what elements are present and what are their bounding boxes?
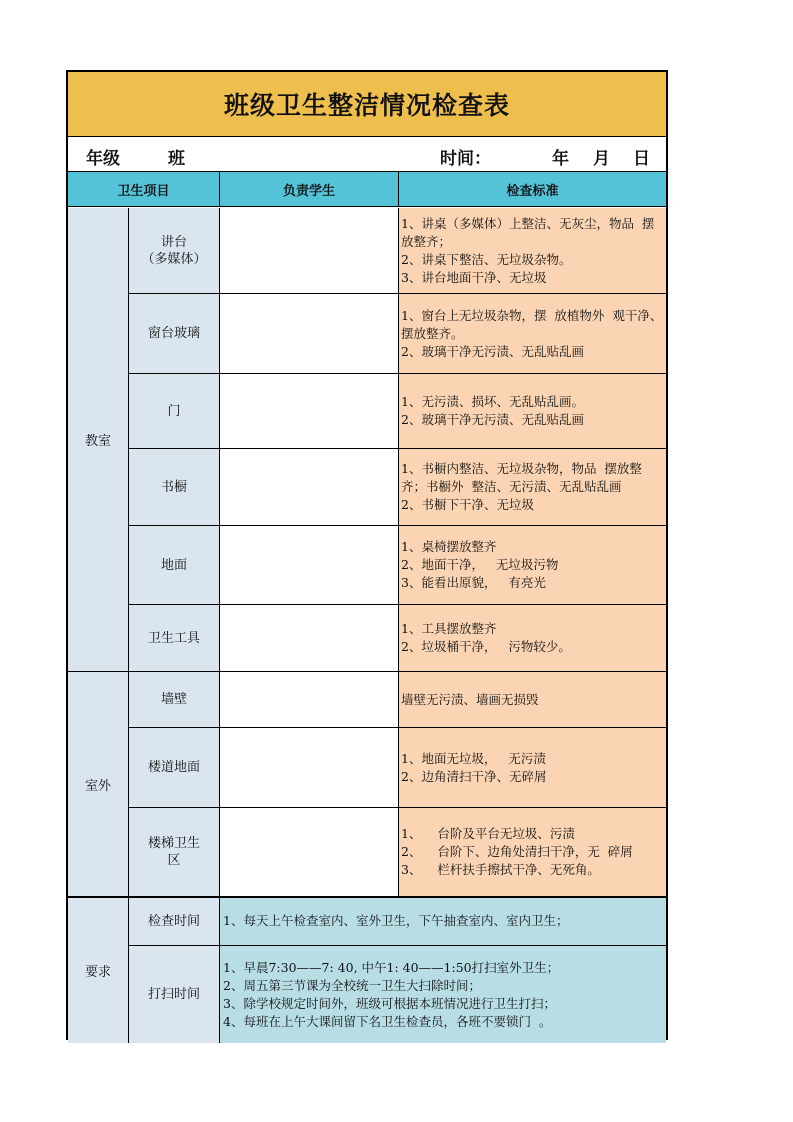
standard-cell [399,449,666,526]
standard-line: 3、能看出原貌， 有亮光 [401,575,546,590]
standard-line: 2、玻璃干净无污渍、无乱贴乱画 [401,343,584,359]
requirement-line: 2、周五第三节课为全校统一卫生大扫除时间； [223,977,481,993]
item-label: 卫生工具 [129,605,220,672]
time-label: 时间： [440,149,491,169]
section-divider [68,896,666,898]
standard-line: 1、工具摆放整齐 [401,621,497,636]
standard-line: 墙壁无污渍、墙画无损毁 [401,691,539,707]
standard-line: 2、地面干净， 无垃圾污物 [401,557,559,572]
category-requirements: 要求 [68,897,129,1043]
standard-cell [399,208,666,294]
standard-line: 3、讲台地面干净、无垃圾 [401,269,547,285]
category-outdoor: 室外 [68,672,129,897]
standard-line: 3、 栏杆扶手擦拭干净、无死角。 [401,862,600,877]
class-label: 班 [168,149,185,169]
student-cell[interactable] [220,808,399,897]
requirement-line: 4、每班在上午大课间留下名卫生检查员，各班不要锁门 。 [223,1013,552,1029]
item-label: 书橱 [129,449,220,526]
student-cell[interactable] [220,294,399,374]
info-row [68,137,666,172]
item-label: 窗台玻璃 [129,294,220,374]
year-label: 年 [552,149,569,169]
month-label: 月 [593,149,610,169]
item-label: 门 [129,374,220,449]
student-cell[interactable] [220,526,399,605]
standard-line: 1、窗台上无垃圾杂物，摆 放植物外 观干净、摆放整齐。 [401,307,663,341]
standard-cell [399,374,666,449]
requirement-line: 3、除学校规定时间外，班级可根据本班情况进行卫生打扫； [223,995,556,1011]
standard-line: 2、垃圾桶干净， 污物较少。 [401,639,571,654]
standard-cell [399,294,666,374]
standard-cell [399,808,666,897]
student-cell[interactable] [220,374,399,449]
standard-cell [399,526,666,605]
student-cell[interactable] [220,208,399,294]
requirement-line: 1、早晨7:30——7: 40, 中午1: 40——1:50打扫室外卫生； [223,959,560,975]
standard-line: 2、书橱下干净、无垃圾 [401,497,534,512]
standard-line: 1、桌椅摆放整齐 [401,539,497,554]
page-title: 班级卫生整洁情况检查表 [68,72,666,137]
grade-label: 年级 [86,149,120,169]
standard-cell [399,605,666,672]
header-standard: 检查标准 [399,172,666,207]
requirement-line: 1、每天上午检查室内、室外卫生，下午抽查室内、室内卫生； [223,913,569,928]
requirement-text [220,946,666,1043]
requirement-label: 检查时间 [129,897,220,946]
standard-line: 2、 台阶下、边角处清扫干净，无 碎屑 [401,844,633,859]
item-label: 讲台 （多媒体） [129,208,220,294]
inspection-table [66,70,668,1040]
standard-line: 2、讲桌下整洁、无垃圾杂物。 [401,251,572,267]
item-label: 楼道地面 [129,728,220,808]
standard-line: 1、讲桌（多媒体）上整洁、无灰尘，物品 摆放整齐； [401,215,655,249]
requirement-label: 打扫时间 [129,946,220,1043]
header-student: 负责学生 [220,172,399,207]
item-label: 墙壁 [129,672,220,728]
standard-cell [399,672,666,728]
standard-line: 1、 台阶及平台无垃圾、污渍 [401,826,575,841]
category-classroom: 教室 [68,208,129,672]
student-cell[interactable] [220,672,399,728]
item-label: 地面 [129,526,220,605]
standard-cell [399,728,666,808]
standard-line: 1、无污渍、损坏、无乱贴乱画。 [401,394,584,409]
standard-line: 2、玻璃干净无污渍、无乱贴乱画 [401,412,584,427]
standard-line: 2、边角清扫干净、无碎屑 [401,768,547,784]
student-cell[interactable] [220,728,399,808]
student-cell[interactable] [220,449,399,526]
item-label: 楼梯卫生 区 [129,808,220,897]
standard-line: 1、地面无垃圾， 无污渍 [401,750,546,766]
student-cell[interactable] [220,605,399,672]
standard-line: 1、书橱内整洁、无垃圾杂物，物品 摆放整齐；书橱外 整洁、无污渍、无乱贴乱画 [401,461,642,494]
header-item: 卫生项目 [68,172,220,207]
day-label: 日 [633,149,650,169]
requirement-text [220,897,666,946]
